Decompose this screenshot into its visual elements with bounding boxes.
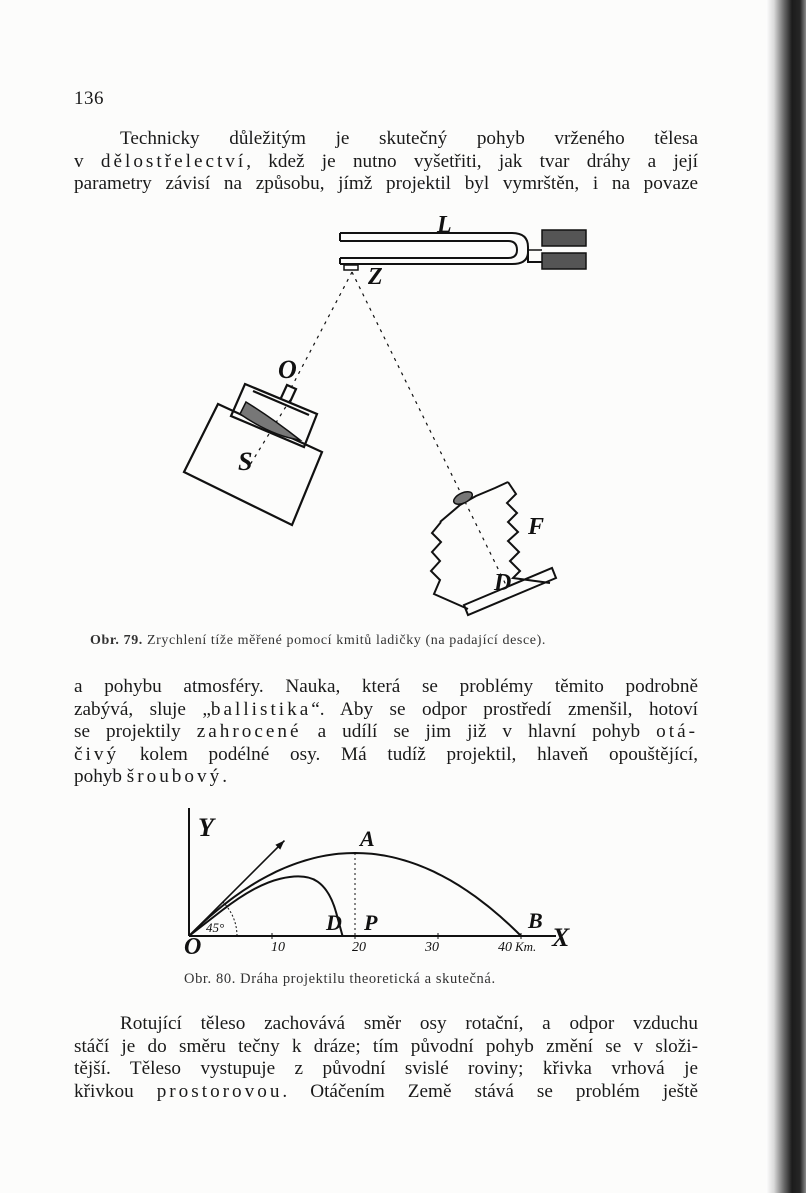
spaced-emphasis: čivý xyxy=(74,743,120,765)
x-tick-label: 10 xyxy=(271,940,285,955)
label-apex: A xyxy=(360,826,375,851)
label-lens: O xyxy=(278,355,297,384)
spaced-emphasis: otá- xyxy=(656,721,699,742)
paragraph-line: a pohybu atmosféry. Nauka, která se problémy těmito podrobně xyxy=(74,676,698,697)
spaced-emphasis: prostorovou xyxy=(156,1080,283,1102)
spaced-emphasis: šroubový xyxy=(126,766,223,787)
label-angle: 45° xyxy=(206,920,225,935)
label-fork: L xyxy=(437,212,452,238)
label-foot: P xyxy=(364,910,378,935)
spaced-emphasis: ballistika xyxy=(210,698,312,720)
label-film: F xyxy=(528,514,545,540)
label-end: B xyxy=(528,908,543,933)
label-origin: O xyxy=(184,934,202,960)
paragraph-line: tější. Těleso vystupuje z původní svislé roviny; křivka vrhová je xyxy=(74,1058,698,1079)
paragraph-line: zabývá, sluje „ballistika“. Aby se odpor prostředí zmenšil, hotoví xyxy=(74,698,698,720)
x-tick-label: 30 xyxy=(425,940,439,955)
label-x-axis: X xyxy=(552,923,570,952)
label-real-fall: D xyxy=(326,910,342,935)
x-tick-label: 40 xyxy=(498,940,512,955)
paragraph-line: stáčí je do směru tečny k dráze; tím původní pohyb změní se v složi- xyxy=(74,1035,698,1057)
paragraph-3 xyxy=(74,1013,698,1103)
paragraph-line: parametry závisí na způsobu, jímž projektil byl vymrštěn, i na povaze xyxy=(74,173,698,194)
paragraph-line: v dělostřelectví, kdež je nutno vyšetřiti, jak tvar dráhy a její xyxy=(74,150,698,172)
launch-direction-arrow xyxy=(189,841,284,936)
paragraph-line: pohyb šroubový. xyxy=(74,766,227,787)
paragraph-line: křivkou prostorovou. Otáčením Země stává se problém ještě xyxy=(74,1080,698,1102)
figure-79-caption: Obr. 79. Zrychlení tíže měřené pomocí kmitů ladičky (na padající desce). xyxy=(90,633,546,648)
paragraph-line: Rotující těleso zachovává směr osy rotační, a odpor vzduchu xyxy=(120,1013,698,1034)
figure-80-caption: Obr. 80. Dráha projektilu theoretická a skutečná. xyxy=(184,971,496,987)
spaced-emphasis: zahrocené xyxy=(196,721,302,742)
spaced-emphasis: dělostřelectví xyxy=(100,150,247,172)
label-y-axis: Y xyxy=(198,813,214,842)
label-plate: D xyxy=(494,570,512,596)
page-number: 136 xyxy=(74,88,104,109)
x-tick-label: 20 xyxy=(352,940,366,955)
label-slit: Z xyxy=(368,264,383,290)
label-source: S xyxy=(238,447,253,476)
x-unit-label: Km. xyxy=(515,939,537,954)
paragraph-line: Technicky důležitým je skutečný pohyb vrženého tělesa xyxy=(120,128,698,149)
paragraph-line: čivý kolem podélné osy. Má tudíž projektil, hlaveň opouštějící, xyxy=(74,743,698,765)
paragraph-line: se projektily zahrocené a udílí se jim již v hlavní pohyb otá- xyxy=(74,721,699,742)
